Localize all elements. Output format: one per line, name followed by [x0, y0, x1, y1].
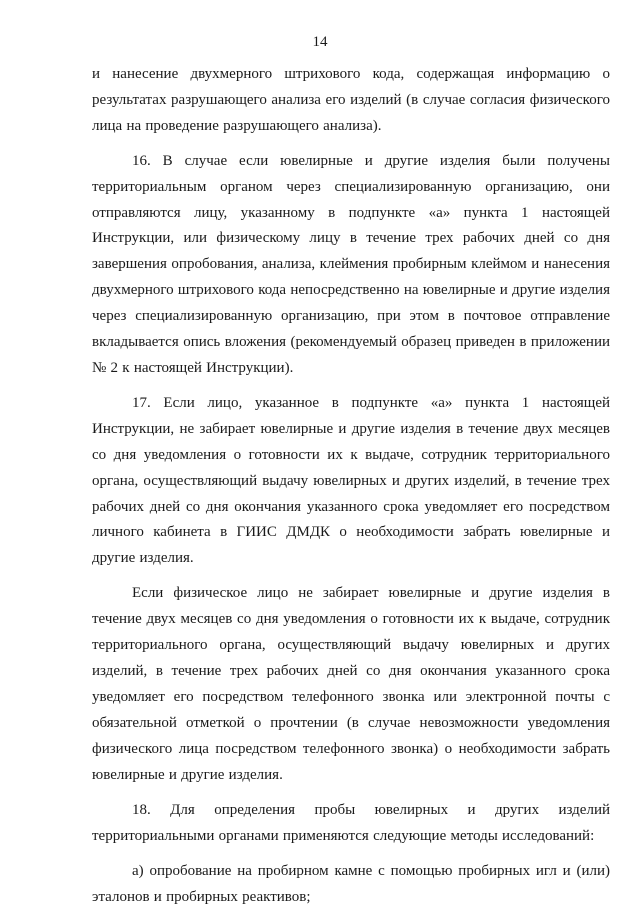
- paragraph-clause-16: 16. В случае если ювелирные и другие изделия были получены территориальным органом через специализированную организацию, они отправляются лицу, указанному в подпункте «а» пункта 1 настоящей Инструкции, или физическому лицу в течение трех рабочих дней со дня завершения опробования, анализа, клеймения пробирным клеймом и нанесения двухмерного штрихового кода непосредственно на ювелирные и другие изделия через специализированную организацию, при этом в почтовое отправление вкладывается опись вложения (рекомендуемый образец приведен в приложении № 2 к настоящей Инструкции).: [92, 152, 610, 376]
- paragraph-clause-18-item-a: а) опробование на пробирном камне с помощью пробирных игл и (или) эталонов и пробирных реактивов;: [92, 863, 610, 906]
- document-body: [92, 62, 610, 911]
- paragraph-clause-17-individual: Если физическое лицо не забирает ювелирные и другие изделия в течение двух месяцев со дня уведомления о готовности их к выдаче, сотрудник территориального органа, осуществляющий выдачу ювелирных и других изделий, в течение трех рабочих дней со дня окончания указанного срока уведомляет его посредством телефонного звонка или электронной почты с обязательной отметкой о прочтении (в случае невозможности уведомления физического лица посредством телефонного звонка) о необходимости забрать ювелирные и другие изделия.: [92, 585, 610, 783]
- paragraph-clause-17: 17. Если лицо, указанное в подпункте «а» пункта 1 настоящей Инструкции, не забирает ювелирные и другие изделия в течение двух месяцев со дня уведомления о готовности их к выдаче, сотрудник территориального органа, осуществляющий выдачу ювелирных и других изделий, в течение трех рабочих дней со дня окончания указанного срока уведомляет его посредством личного кабинета в ГИИС ДМДК о необходимости забрать ювелирные и другие изделия.: [92, 394, 610, 567]
- page-number: 14: [312, 34, 328, 50]
- paragraph-clause-18: 18. Для определения пробы ювелирных и других изделий территориальными органами применяются следующие методы исследований:: [92, 802, 610, 845]
- paragraph-continuation: и нанесение двухмерного штрихового кода, содержащая информацию о результатах разрушающего анализа его изделий (в случае согласия физического лица на проведение разрушающего анализа).: [92, 66, 610, 134]
